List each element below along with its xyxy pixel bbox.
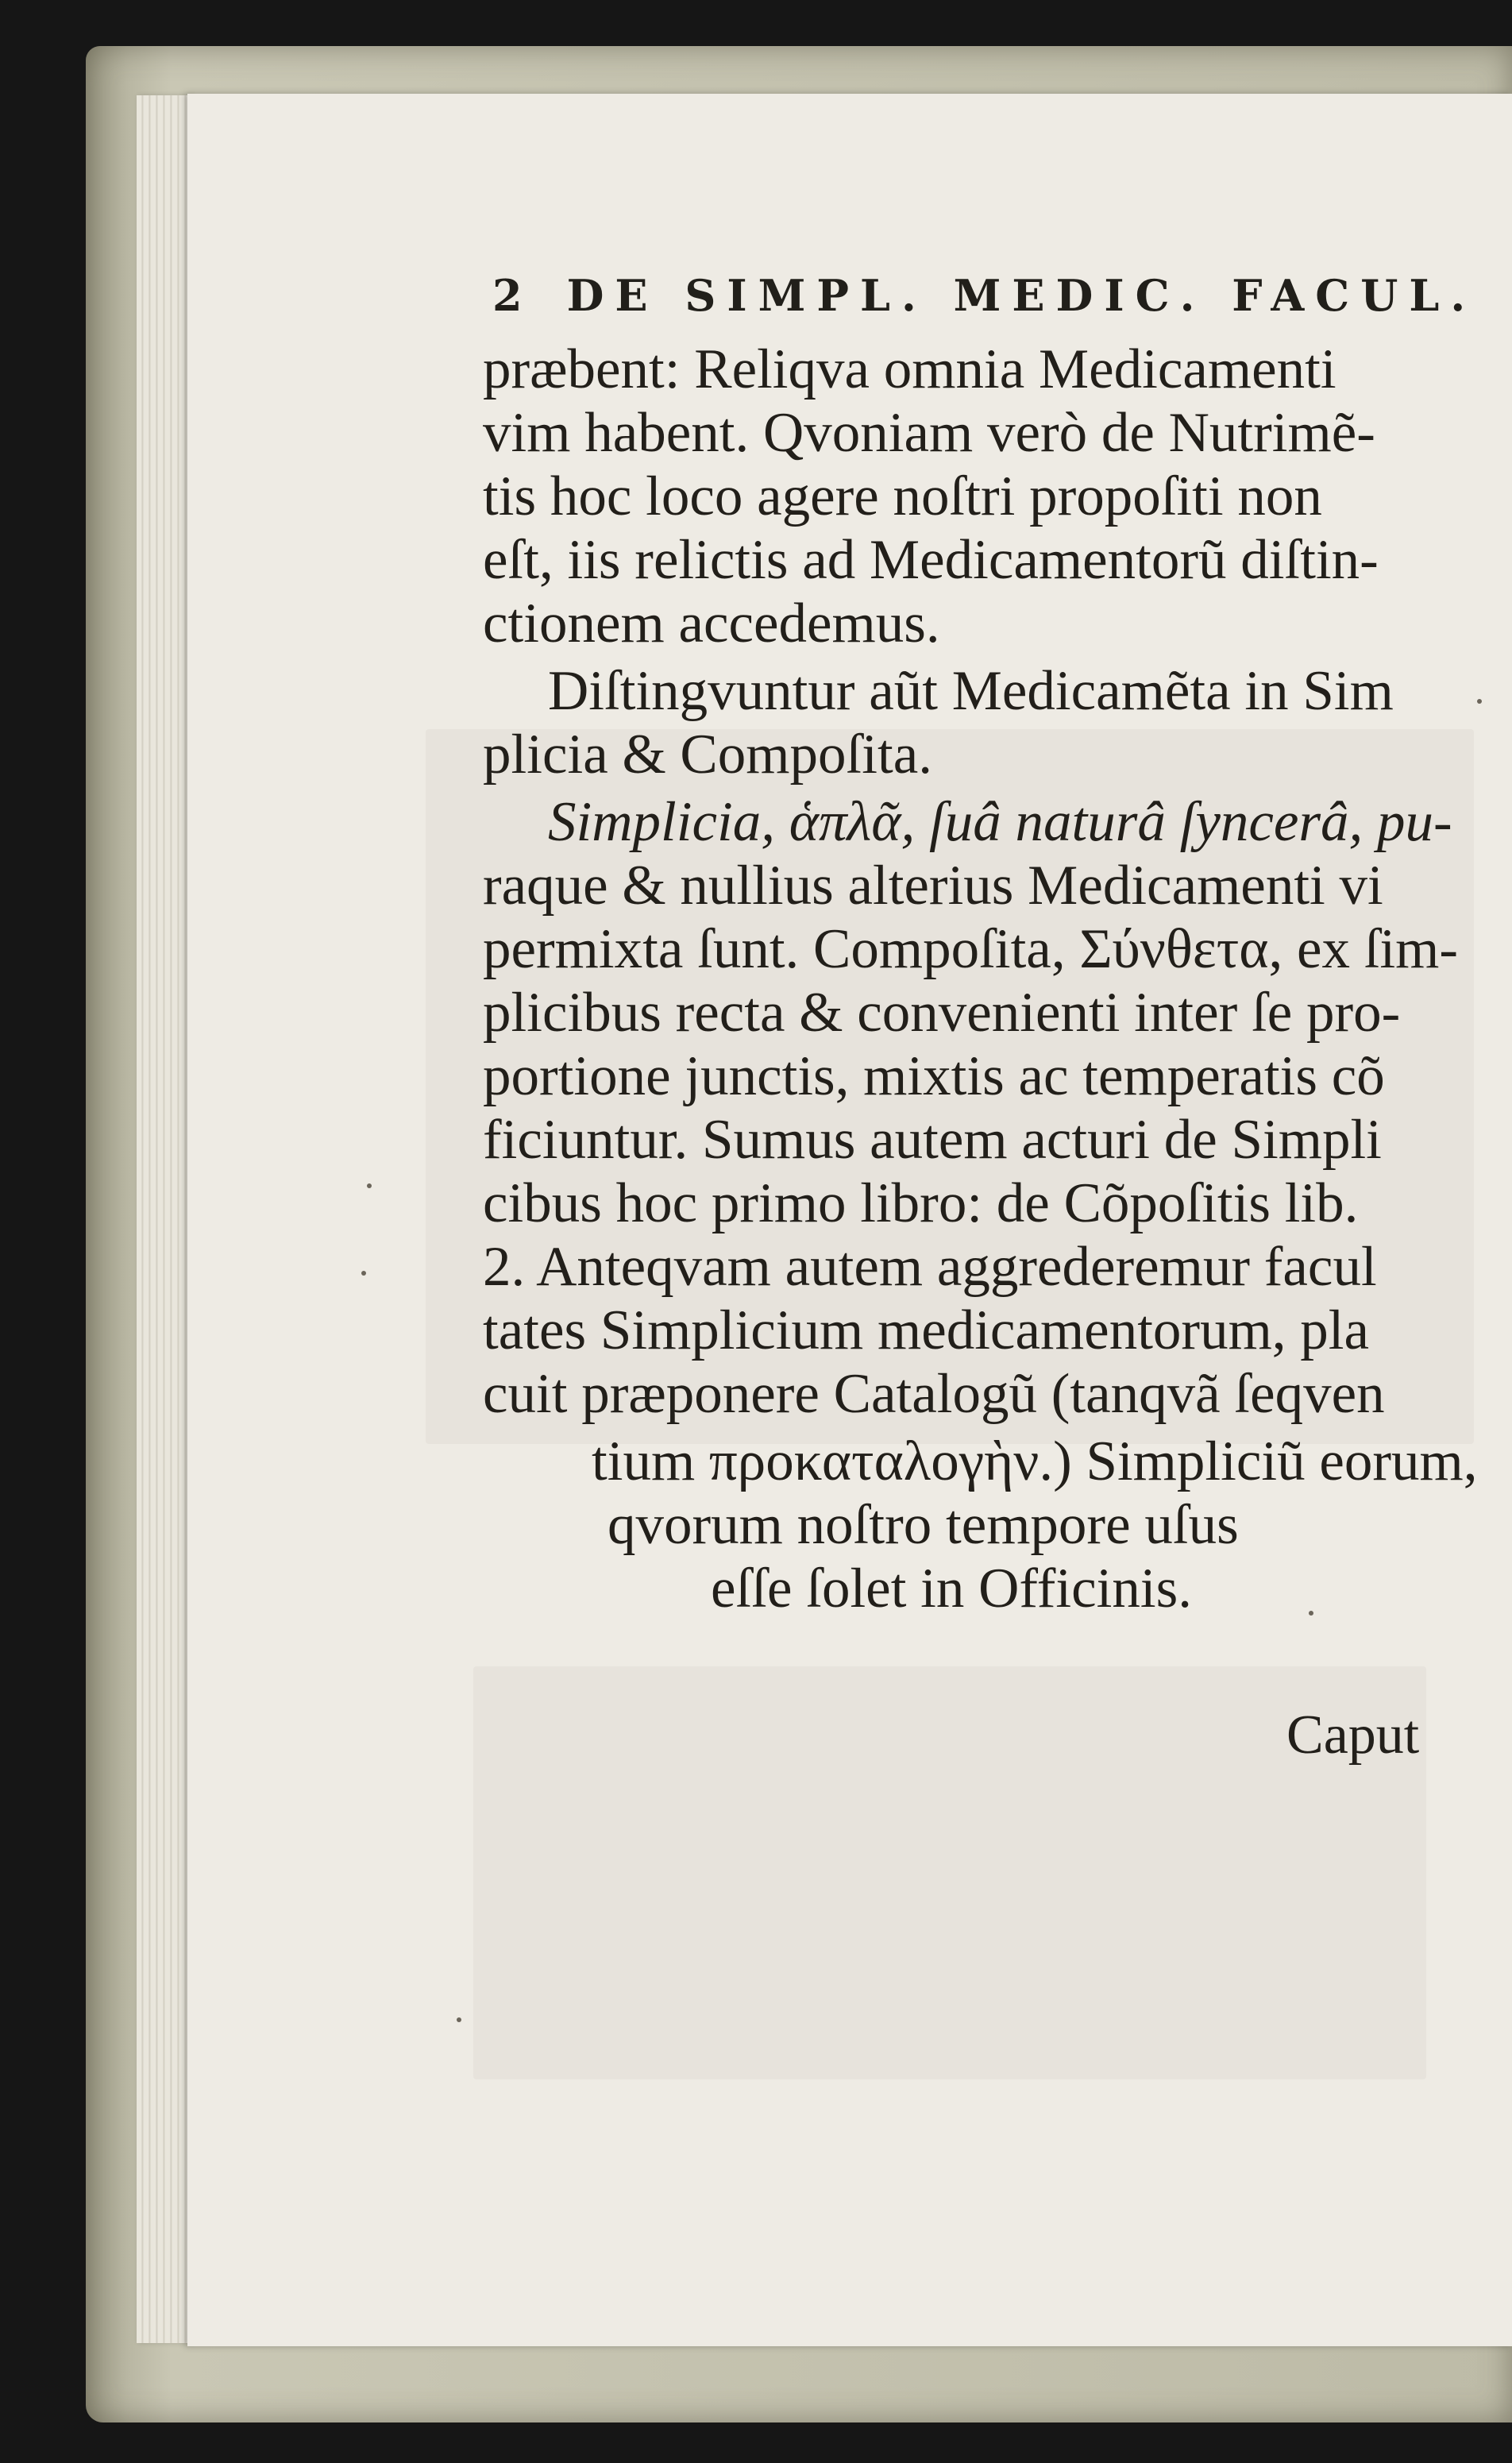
text-line: cuit præponere Catalogũ (tanqvã ſeqven <box>483 1363 1385 1425</box>
running-head <box>492 270 1477 326</box>
running-title: DE SIMPL. MEDIC. FACUL. <box>566 270 1477 321</box>
text-line: raque & nullius alterius Medicamenti vi <box>483 855 1383 917</box>
catchword: Caput <box>1286 1704 1420 1766</box>
text-line: portione junctis, mixtis ac temperatis cõ <box>483 1045 1385 1107</box>
page-number: 2 <box>492 270 523 321</box>
text-line: tates Simplicium medicamentorum, pla <box>483 1299 1370 1361</box>
text-line <box>548 790 1512 854</box>
page-edges <box>137 95 192 2343</box>
term-simplicia: Simplicia, ἁπλᾶ, ſuâ naturâ ſyncerâ, pu- <box>548 791 1452 853</box>
text-line: eſſe ſolet in Officinis. <box>711 1558 1192 1619</box>
text-line: permixta ſunt. Compoſita, Σύνθετα, ex ſim- <box>483 918 1459 980</box>
text-line: 2. Anteqvam autem aggrederemur facul <box>483 1236 1377 1298</box>
text-line: Diſtingvuntur aũt Medicamẽta in Sim <box>548 660 1394 722</box>
text-line: eſt, iis relictis ad Medicamentorũ diſtin- <box>483 529 1379 591</box>
text-line: ficiuntur. Sumus autem acturi de Simpli <box>483 1109 1382 1171</box>
text-line: plicibus recta & convenienti inter ſe pro- <box>483 982 1401 1044</box>
text-line: qvorum noſtro tempore uſus <box>608 1494 1239 1556</box>
text-line: præbent: Reliqva omnia Medicamenti <box>483 338 1336 400</box>
text-line: ctionem accedemus. <box>483 593 940 654</box>
text-line: tis hoc loco agere noſtri propoſiti non <box>483 465 1322 527</box>
text-line: plicia & Compoſita. <box>483 724 932 786</box>
text-line: tium προκαταλογὴν.) Simpliciũ eorum, <box>592 1430 1478 1492</box>
text-line: cibus hoc primo libro: de Cõpoſitis lib. <box>483 1172 1359 1234</box>
text-line: vim habent. Qvoniam verò de Nutrimẽ- <box>483 402 1375 464</box>
